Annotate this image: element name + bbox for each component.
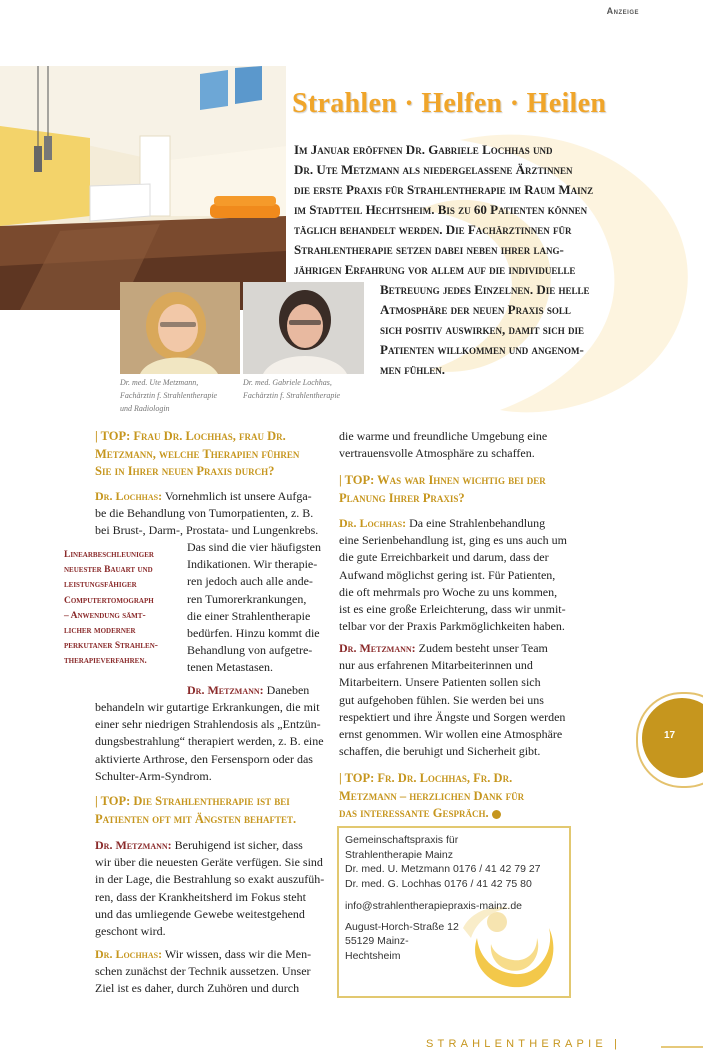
caption-lochhas: Dr. med. Gabriele Lochhas, Fachärztin f. Strahlentherapie [243, 378, 341, 400]
speaker-lochhas: Dr. Lochhas: [339, 516, 407, 530]
answer-3: Dr. Lochhas: Da eine Strahlenbehandlung eine Serienbehandlung ist, ging es uns auch um die gute Erreichbarkeit und darum, dass der Aufwand möglichst gering ist. Für Patienten, die oft mehrmals pro Woche zu uns kommen, ist es eine große Erleichterung, dass wir unmit- telbar vor der Praxis Parkmöglichkeiten haben. [339, 516, 567, 634]
speaker-metzmann: Dr. Metzmann: [95, 838, 172, 852]
question-3: | TOP: Was war Ihnen wichtig bei der Planung Ihrer Praxis? [339, 473, 546, 505]
practice-name: Gemeinschaftspraxis für [345, 834, 459, 846]
answer-1b-lead: Dr. Metzmann: Daneben [187, 683, 310, 697]
question-4: | TOP: Fr. Dr. Lochhas, Fr. Dr. Metzmann – herzlichen Dank für das interessante Gespräch. [339, 771, 525, 820]
answer-1-indent: Das sind die vier häufigsten Indikationen. Wir therapie- ren jedoch auch alle ande- ren Tumorerkrankungen, die einer Strahlentherapie bedürfen. Hinzu kommt die Behandlung von aufgetre- tenen Metastasen. [187, 540, 321, 675]
portrait-metzmann [120, 282, 240, 374]
intro-line: jährigen Erfahrung vor allem auf die individuelle [294, 262, 576, 277]
intro-line: die erste Praxis für Strahlentherapie im Raum Mainz [294, 182, 594, 197]
ad-label: Anzeige [606, 6, 639, 16]
practice-room-photo [0, 66, 286, 310]
headline: Strahlen · Helfen · Heilen [292, 88, 607, 119]
address-district: Hechtsheim [345, 949, 401, 962]
question-2: | TOP: Die Strahlentherapie ist bei Patienten oft mit Ängsten behaftet. [95, 794, 297, 826]
answer-1: Dr. Lochhas: Vornehmlich ist unsere Aufga- be die Behandlung von Tumorpatienten, z. B. bei Brust-, Darm-, Prostata- und Lungenkrebs. [95, 489, 319, 538]
intro-line: Atmosphäre der neuen Praxis soll [380, 302, 571, 317]
phone-lochhas: Dr. med. G. Lochhas 0176 / 41 42 75 80 [345, 877, 532, 890]
intro-line: Strahlentherapie setzen dabei neben ihrer lang- [294, 242, 564, 257]
intro-line: Betreuung jedes Einzelnen. Die helle [380, 282, 590, 297]
intro-line: Im Januar eröffnen Dr. Gabriele Lochhas und [294, 142, 553, 157]
email-link[interactable]: info@strahlentherapiepraxis-mainz.de [345, 900, 522, 912]
practice-name: Strahlentherapie Mainz [345, 848, 453, 861]
phone-metzmann: Dr. med. U. Metzmann 0176 / 41 42 79 27 [345, 863, 541, 875]
address-street: August-Horch-Straße 12 [345, 920, 459, 933]
speaker-metzmann: Dr. Metzmann: [187, 683, 264, 697]
address-city: 55129 Mainz- [345, 935, 409, 947]
end-bullet-icon [492, 810, 501, 819]
speaker-metzmann: Dr. Metzmann: [339, 641, 416, 655]
intro-line: men fühlen. [380, 362, 445, 377]
intro-line: Dr. Ute Metzmann als niedergelassene Ärztinnen [294, 162, 573, 177]
portrait-lochhas [243, 282, 364, 374]
footer-section-label: STRAHLENTHERAPIE | [426, 1038, 622, 1050]
question-1: | TOP: Frau Dr. Lochhas, frau Dr. Metzmann, welche Therapien führen Sie in Ihrer neuen Praxis durch? [95, 429, 300, 478]
intro-line: sich positiv auswirken, damit sich die [380, 322, 585, 337]
sidebar-note: Linearbeschleuniger neuester Bauart und leistungsfähiger Computertomograph – Anwendung sämt- licher moderner perkutaner Strahlen- therapieverfahren. [64, 550, 158, 667]
speaker-lochhas: Dr. Lochhas: [95, 947, 163, 961]
answer-3b: Dr. Metzmann: Zudem besteht unser Team nur aus erfahrenen Mitarbeiterinnen und Mitarbeitern. Unsere Patienten sollen sich gut aufgehoben fühlen. Sie werden bei uns respektiert und ihre Ängste und Sorgen werden ernst genommen. Wir wollen eine Atmosphäre schaffen, die beruhigt und Sicherheit gibt. [339, 641, 566, 759]
answer-1b: behandeln wir gutartige Erkrankungen, die mit einer sehr niedrigen Strahlendosis als „Entzün- dungsbestrahlung“ therapiert werden, z. B. eine aktivierte Arthrose, den Fersensporn oder das Schulter-Arm-Syndrom. [95, 700, 324, 783]
answer-2: Dr. Metzmann: Beruhigend ist sicher, dass wir über die neuesten Geräte verfügen. Sie sind in der Lage, die Bestrahlung so exakt auszufüh- ren, dass der Krankheitsherd im Fokus steht und das umliegende Gewebe weitestgehend geschont wird. [95, 838, 325, 939]
speaker-lochhas: Dr. Lochhas: [95, 489, 163, 503]
answer-2b-continued: die warme und freundliche Umgebung eine vertrauensvolle Atmosphäre zu schaffen. [339, 429, 548, 461]
intro-line: im Stadtteil Hechtsheim. Bis zu 60 Patienten können [294, 202, 588, 217]
intro-line: täglich behandelt werden. Die Fachärztinnen für [294, 222, 572, 237]
contact-box [337, 826, 571, 998]
intro-line: Patienten willkommen und angenom- [380, 342, 584, 357]
footer-rule [661, 1046, 703, 1048]
page-number: 17 [664, 730, 676, 741]
caption-metzmann: Dr. med. Ute Metzmann, Fachärztin f. Strahlentherapie und Radiologin [120, 378, 218, 413]
answer-2b: Dr. Lochhas: Wir wissen, dass wir die Men- schen zunächst der Technik aussetzen. Unser Ziel ist es daher, durch Zuhören und durch [95, 947, 312, 996]
